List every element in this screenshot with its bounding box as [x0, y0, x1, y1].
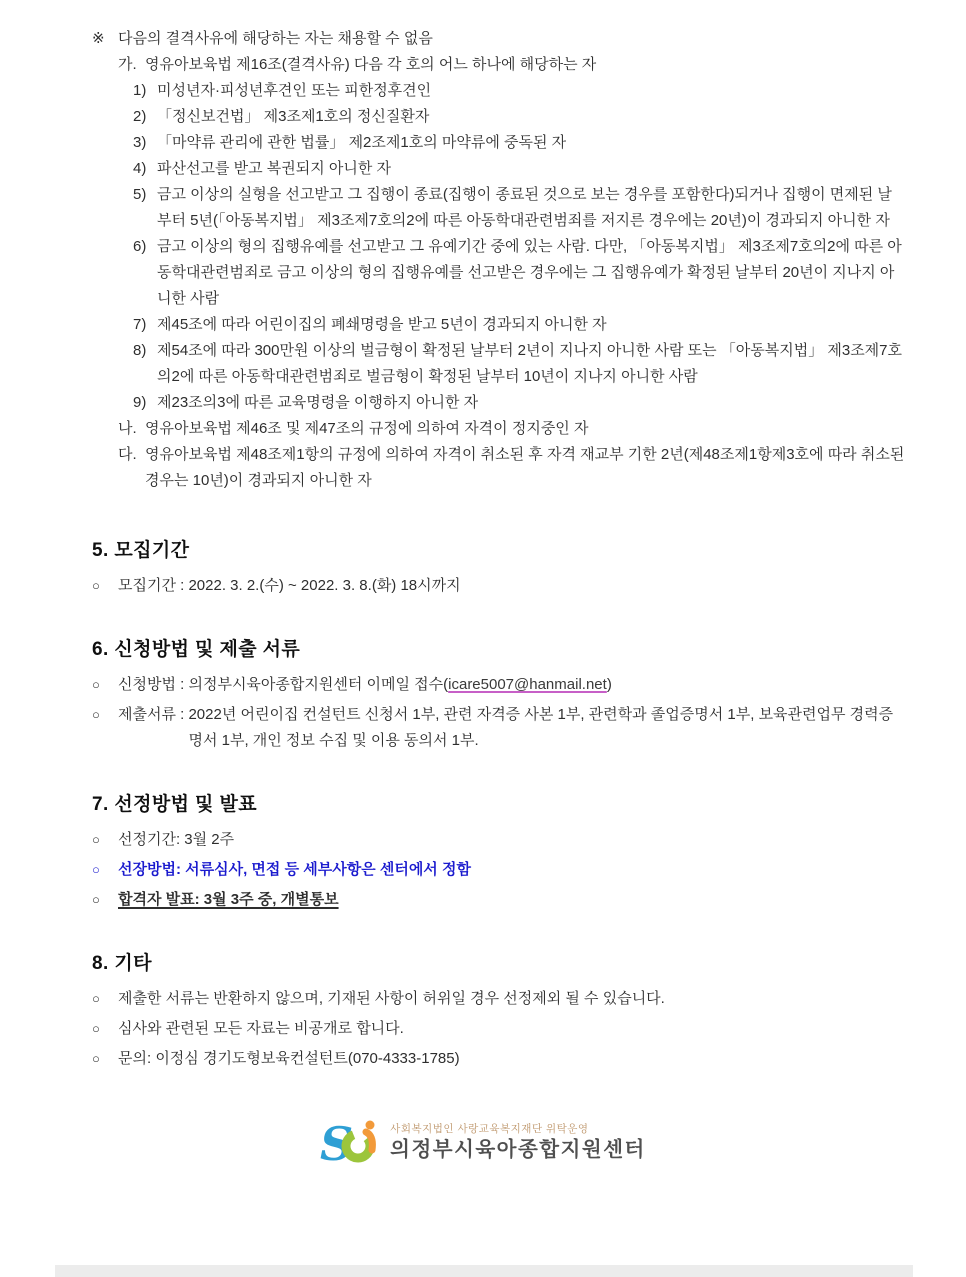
section-selection-announcement [0, 792, 966, 913]
list-item-result-announcement [92, 887, 906, 913]
section-title: 7. 선정방법 및 발표 [92, 794, 257, 815]
circle-bullet-icon: ○ [92, 1051, 100, 1066]
logo-s-swirl: S [320, 1117, 354, 1168]
list-item [133, 390, 906, 416]
list-item [133, 130, 906, 156]
item-number: 9) [133, 394, 147, 411]
section-title: 6. 신청방법 및 제출 서류 [92, 639, 301, 660]
bullet-text: 심사와 관련된 모든 자료는 비공개로 합니다. [118, 1020, 404, 1037]
circle-bullet-icon: ○ [92, 892, 100, 907]
list-item-da [118, 442, 906, 494]
item-label: 나. [118, 420, 137, 437]
item-number: 4) [133, 160, 147, 177]
disqualification-section [0, 0, 966, 494]
item-text: 영유아보육법 제48조제1항의 규정에 의하여 자격이 취소된 후 자격 재교부 기한 2년(제48조제1항제3호에 따라 취소된 경우는 10년)이 경과되지 아니한 자 [145, 446, 905, 489]
item-text: 제54조에 따라 300만원 이상의 벌금형이 확정된 날부터 2년이 지나지 아니한 사람 또는 「아동복지법」 제3조제7호의2에 따른 아동학대관련범죄로 벌금형이 확정된 날부터 10년이 지나지 아니한 사람 [157, 342, 903, 385]
circle-bullet-icon: ○ [92, 832, 100, 847]
item-text: 미성년자·피성년후견인 또는 피한정후견인 [157, 82, 432, 99]
reference-mark-icon: ※ [92, 30, 105, 47]
item-number: 5) [133, 186, 147, 203]
item-text: 제23조의3에 따른 교육명령을 이행하지 아니한 자 [157, 394, 479, 411]
list-item [92, 702, 906, 754]
list-item [133, 312, 906, 338]
disqualification-note [92, 26, 906, 52]
circle-bullet-icon: ○ [92, 578, 100, 593]
list-item [133, 156, 906, 182]
item-number: 3) [133, 134, 147, 151]
section-title: 8. 기타 [92, 953, 152, 974]
item-text: 금고 이상의 형의 집행유예를 선고받고 그 유예기간 중에 있는 사람. 다만, 「아동복지법」 제3조제7호의2에 따른 아동학대관련범죄로 금고 이상의 형의 집행유예를 선고받은 경우에는 그 집행유예가 확정된 날부터 20년이 지나지 아니한 사람 [157, 238, 902, 307]
list-item [92, 573, 906, 599]
bullet-label: 제출서류 : [118, 706, 189, 723]
item-text: 영유아보육법 제46조 및 제47조의 규정에 의하여 자격이 정지중인 자 [145, 420, 589, 437]
list-item-selection-method [92, 857, 906, 883]
logo-orange-dot [366, 1121, 375, 1130]
section-misc [0, 951, 966, 1072]
list-item-contact [92, 1046, 906, 1072]
bottom-divider [55, 1265, 913, 1277]
item-number: 2) [133, 108, 147, 125]
list-item-na [118, 416, 906, 442]
bullet-text: 합격자 발표: 3월 3주 중, 개별통보 [118, 891, 339, 908]
item-text: 파산선고를 받고 복권되지 아니한 자 [157, 160, 392, 177]
item-number: 1) [133, 82, 147, 99]
item-label: 다. [118, 446, 137, 463]
circle-bullet-icon: ○ [92, 1021, 100, 1036]
item-text: 영유아보육법 제16조(결격사유) 다음 각 호의 어느 하나에 해당하는 자 [145, 56, 597, 73]
email-link[interactable]: icare5007@hanmail.net [448, 676, 607, 693]
list-item [92, 986, 906, 1012]
list-item [133, 234, 906, 312]
section-title: 5. 모집기간 [92, 540, 190, 561]
item-text: 금고 이상의 실형을 선고받고 그 집행이 종료(집행이 종료된 것으로 보는 경우를 포함한다)되거나 집행이 면제된 날부터 5년(「아동복지법」 제3조제7호의2에 따른 아동학대관련범죄를 저지른 경우에는 20년)이 경과되지 아니한 자 [157, 186, 892, 229]
bullet-text: 제출한 서류는 반환하지 않으며, 기재된 사항이 허위일 경우 선정제외 될 수 있습니다. [118, 990, 665, 1007]
circle-bullet-icon: ○ [92, 677, 100, 692]
text-before-email: 의정부시육아종합지원센터 이메일 접수( [188, 676, 449, 693]
footer-logo-block [0, 1116, 966, 1168]
bullet-label: 신청방법 : [118, 676, 189, 693]
item-text: 「마약류 관리에 관한 법률」 제2조제1호의 마약류에 중독된 자 [157, 134, 567, 151]
org-name: 의정부시육아종합지원센터 [390, 1138, 646, 1161]
list-item [92, 672, 906, 698]
bullet-text: 선정기간: 3월 2주 [118, 831, 235, 848]
note-text: 다음의 결격사유에 해당하는 자는 채용할 수 없음 [118, 30, 433, 47]
item-number: 6) [133, 238, 147, 255]
list-item [133, 104, 906, 130]
item-text: 「정신보건법」 제3조제1호의 정신질환자 [157, 108, 430, 125]
bullet-text: 모집기간 : 2022. 3. 2.(수) ~ 2022. 3. 8.(화) 18시까지 [118, 577, 461, 594]
circle-bullet-icon: ○ [92, 991, 100, 1006]
list-item [133, 338, 906, 390]
item-label: 가. [118, 56, 137, 73]
list-item [133, 182, 906, 234]
org-logo [320, 1116, 382, 1168]
text-after-email: ) [606, 676, 612, 693]
bullet-text [188, 672, 906, 698]
item-text: 제45조에 따라 어린이집의 폐쇄명령을 받고 5년이 경과되지 아니한 자 [157, 316, 607, 333]
list-item [133, 78, 906, 104]
list-item [92, 827, 906, 853]
footer-text [390, 1122, 646, 1162]
item-number: 8) [133, 342, 147, 359]
list-item [92, 1016, 906, 1042]
section-recruitment-period [0, 538, 966, 599]
section-application-method [0, 637, 966, 754]
bullet-text: 2022년 어린이집 컨설턴트 신청서 1부, 관련 자격증 사본 1부, 관련학과 졸업증명서 1부, 보육관련업무 경력증명서 1부, 개인 정보 수집 및 이용 동의서 1부. [188, 706, 894, 749]
item-number: 7) [133, 316, 147, 333]
circle-bullet-icon: ○ [92, 862, 100, 877]
bullet-text: 문의: 이정심 경기도형보육컨설턴트(070-4333-1785) [118, 1050, 460, 1067]
circle-bullet-icon: ○ [92, 707, 100, 722]
bullet-text: 선장방법: 서류심사, 면접 등 세부사항은 센터에서 정함 [118, 861, 471, 878]
list-item-ga [118, 52, 906, 78]
org-tagline: 사회복지법인 사랑교육복지재단 위탁운영 [390, 1123, 589, 1135]
